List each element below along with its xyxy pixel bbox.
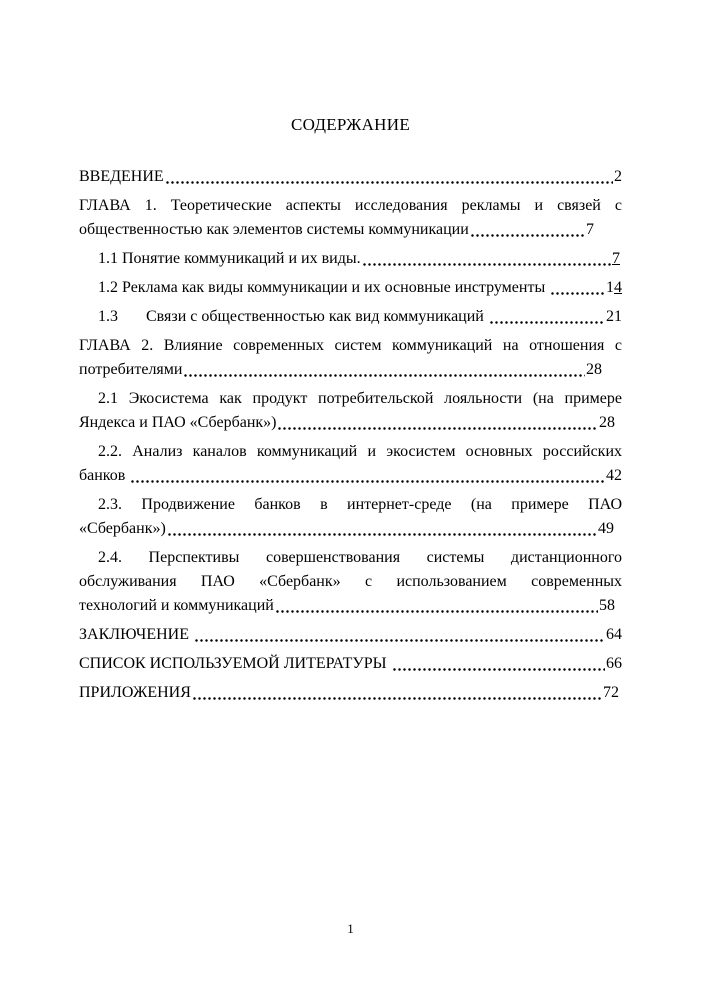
- toc-entry-label: банков: [79, 467, 130, 484]
- footer-page-number: 1: [347, 921, 354, 936]
- toc-entry-text-line: 2.2. Анализ каналов коммуникаций и экосистем основных российских: [98, 443, 622, 460]
- toc-entry-razdel-1-1[interactable]: [79, 247, 622, 271]
- toc-entry-razdel-2-4[interactable]: [79, 546, 622, 618]
- leader-dots: [470, 218, 585, 242]
- leader-dots: [194, 623, 605, 647]
- toc-entry-page-number: 7: [586, 221, 594, 238]
- toc-entry-page-number: 7: [612, 250, 620, 267]
- toc-entry-razdel-2-3[interactable]: [79, 493, 622, 541]
- toc-entry-text-line: ГЛАВА 1. Теоретические аспекты исследования рекламы и связей с: [79, 197, 622, 214]
- leader-dots: [550, 276, 605, 300]
- toc-entry-razdel-2-1[interactable]: [79, 387, 622, 435]
- toc-entry-page-number: 66: [606, 655, 622, 672]
- page-title: СОДЕРЖАНИЕ: [290, 115, 411, 134]
- toc-entry-label: потребителями: [79, 361, 183, 378]
- toc-entry-prilozheniya[interactable]: [79, 681, 622, 705]
- toc-entry-label: 1.2 Реклама как виды коммуникации и их основные инструменты: [98, 279, 550, 296]
- leader-dots: [392, 652, 605, 676]
- toc-entry-text-line: ГЛАВА 2. Влияние современных систем коммуникаций на отношения с: [79, 337, 622, 354]
- leader-dots: [183, 358, 585, 382]
- toc-entry-label: ПРИЛОЖЕНИЯ: [79, 684, 191, 701]
- toc-entry-text-line: 2.3. Продвижение банков в интернет-среде (на примере ПАО: [98, 496, 622, 513]
- leader-dots: [165, 165, 613, 189]
- toc-entry-label: ЗАКЛЮЧЕНИЕ: [79, 626, 193, 643]
- toc-entry-label: 1.1 Понятие коммуникаций и их виды.: [98, 250, 361, 267]
- toc-entry-glava-2[interactable]: [79, 334, 622, 382]
- toc-entry-vvedenie[interactable]: [79, 165, 622, 189]
- toc-entry-page-number: 14: [606, 279, 622, 296]
- toc-entry-text-line: 2.4. Перспективы совершенствования системы дистанционного: [98, 549, 622, 566]
- toc-entry-page-number: 28: [599, 414, 615, 431]
- toc-entry-label: СПИСОК ИСПОЛЬЗУЕМОЙ ЛИТЕРАТУРЫ: [79, 655, 391, 672]
- toc-entry-text-line: обслуживания ПАО «Сбербанк» с использованием современных: [79, 573, 622, 590]
- toc-entry-zakliuchenie[interactable]: [79, 623, 622, 647]
- leader-dots: [362, 247, 611, 271]
- leader-dots: [277, 411, 598, 435]
- toc-entry-spisok-literatury[interactable]: [79, 652, 622, 676]
- toc-entry-glava-1[interactable]: [79, 194, 622, 242]
- toc-entry-label: общественностью как элементов системы коммуникации: [79, 221, 469, 238]
- toc-entry-page-number: 49: [598, 520, 614, 537]
- toc-entry-page-number: 72: [603, 684, 619, 701]
- toc-entry-page-number: 28: [586, 361, 602, 378]
- toc-entry-label: технологий и коммуникаций: [79, 597, 274, 614]
- toc-entry-label: 1.3 Связи с общественностью как вид коммуникаций: [98, 308, 488, 325]
- toc-entry-page-number: 64: [606, 626, 622, 643]
- leader-dots: [167, 517, 597, 541]
- toc-entry-page-number: 2: [614, 168, 622, 185]
- toc-entry-page-number: 58: [599, 597, 615, 614]
- toc-entry-label: «Сбербанк»): [79, 520, 166, 537]
- toc-entry-razdel-1-2[interactable]: [79, 276, 622, 300]
- leader-dots: [130, 464, 605, 488]
- toc-entry-razdel-1-3[interactable]: [79, 305, 622, 329]
- toc-entry-text-line: 2.1 Экосистема как продукт потребительской лояльности (на примере: [98, 390, 622, 407]
- table-of-contents: [79, 165, 622, 705]
- leader-dots: [192, 681, 602, 705]
- toc-entry-razdel-2-2[interactable]: [79, 440, 622, 488]
- toc-entry-page-number: 21: [606, 308, 622, 325]
- toc-entry-label: Яндекса и ПАО «Сбербанк»): [79, 414, 277, 431]
- leader-dots: [275, 594, 598, 618]
- toc-entry-label: ВВЕДЕНИЕ: [79, 168, 164, 185]
- leader-dots: [489, 305, 605, 329]
- toc-entry-page-number: 42: [606, 467, 622, 484]
